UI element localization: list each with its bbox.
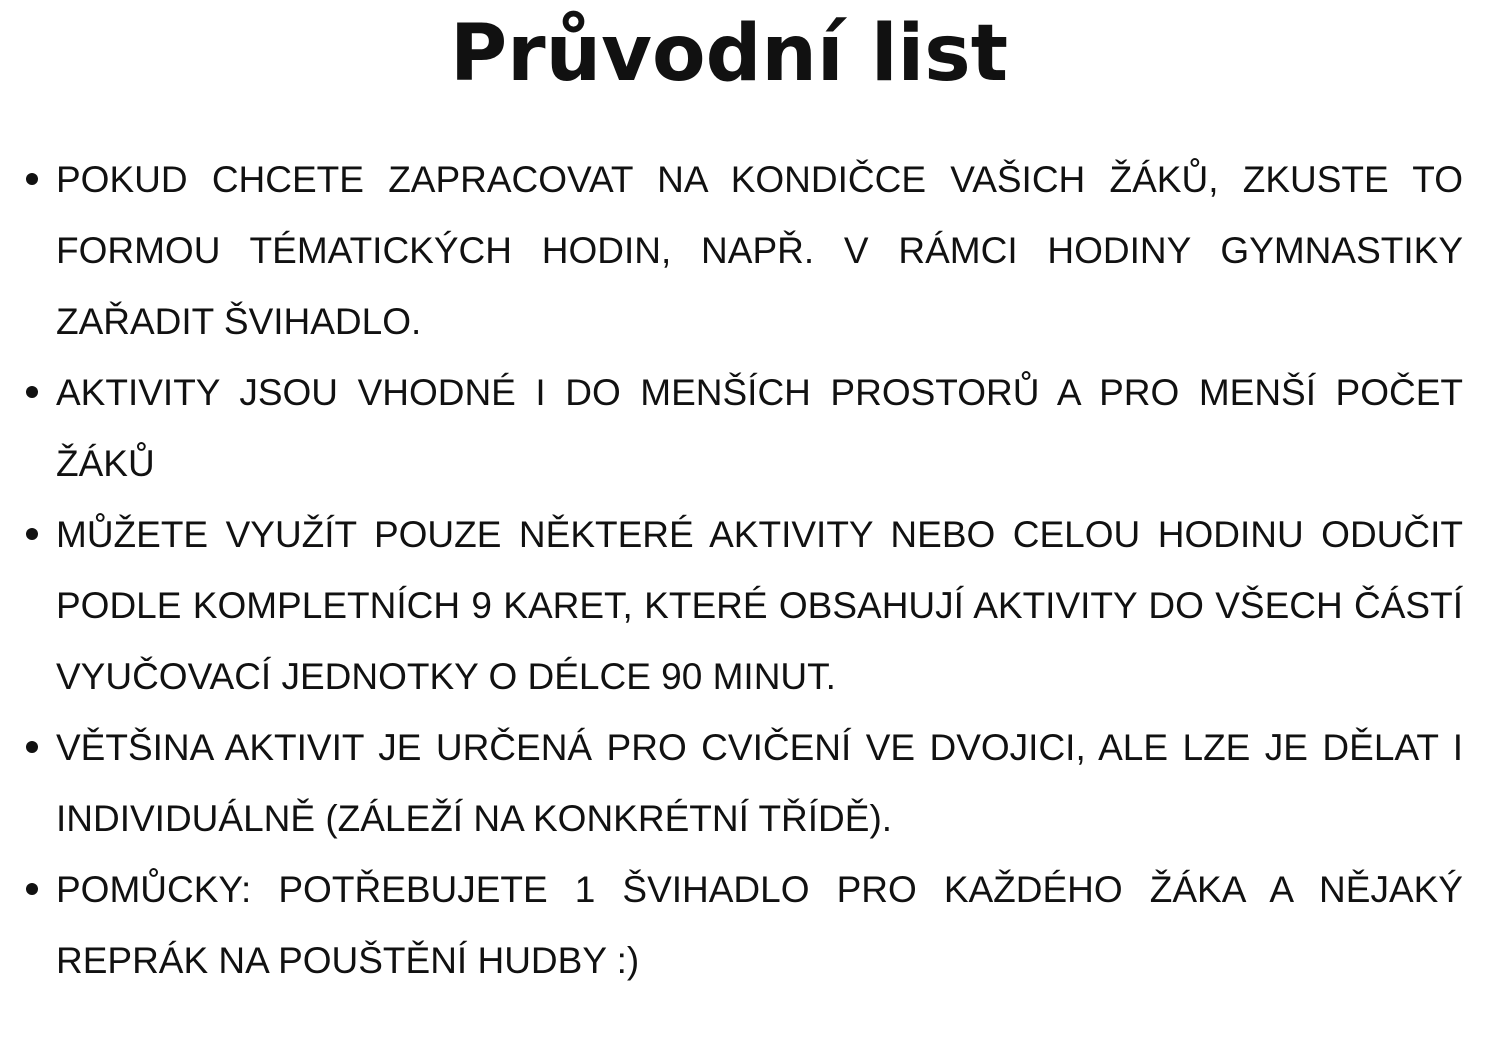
list-item (0, 144, 1463, 357)
bullet-icon (26, 386, 38, 398)
bullet-icon (26, 741, 38, 753)
list-item (0, 854, 1463, 996)
page-title: Průvodní list (449, 9, 1009, 99)
bullet-icon (26, 528, 38, 540)
list-item (0, 499, 1463, 712)
bullet-icon (26, 173, 38, 185)
list-item-text: VĚTŠINA AKTIVIT JE URČENÁ PRO CVIČENÍ VE DVOJICI, ALE LZE JE DĚLAT I INDIVIDUÁLNĚ (ZÁLEŽÍ NA KONKRÉTNÍ TŘÍDĚ). (56, 727, 1463, 839)
list-item-text: POMŮCKY: POTŘEBUJETE 1 ŠVIHADLO PRO KAŽDÉHO ŽÁKA A NĚJAKÝ REPRÁK NA POUŠTĚNÍ HUDBY :) (56, 869, 1463, 981)
list-item (0, 712, 1463, 854)
list-item-text: MŮŽETE VYUŽÍT POUZE NĚKTERÉ AKTIVITY NEBO CELOU HODINU ODUČIT PODLE KOMPLETNÍCH 9 KARET, KTERÉ OBSAHUJÍ AKTIVITY DO VŠECH ČÁSTÍ VYUČOVACÍ JEDNOTKY O DÉLCE 90 MINUT. (56, 514, 1463, 697)
list-item-text: POKUD CHCETE ZAPRACOVAT NA KONDIČCE VAŠICH ŽÁKŮ, ZKUSTE TO FORMOU TÉMATICKÝCH HODIN, NAPŘ. V RÁMCI HODINY GYMNASTIKY ZAŘADIT ŠVIHADLO. (56, 159, 1463, 342)
list-item-text: AKTIVITY JSOU VHODNÉ I DO MENŠÍCH PROSTORŮ A PRO MENŠÍ POČET ŽÁKŮ (56, 372, 1463, 484)
list-item (0, 357, 1463, 499)
bullet-icon (26, 883, 38, 895)
bullet-list (0, 144, 1500, 996)
